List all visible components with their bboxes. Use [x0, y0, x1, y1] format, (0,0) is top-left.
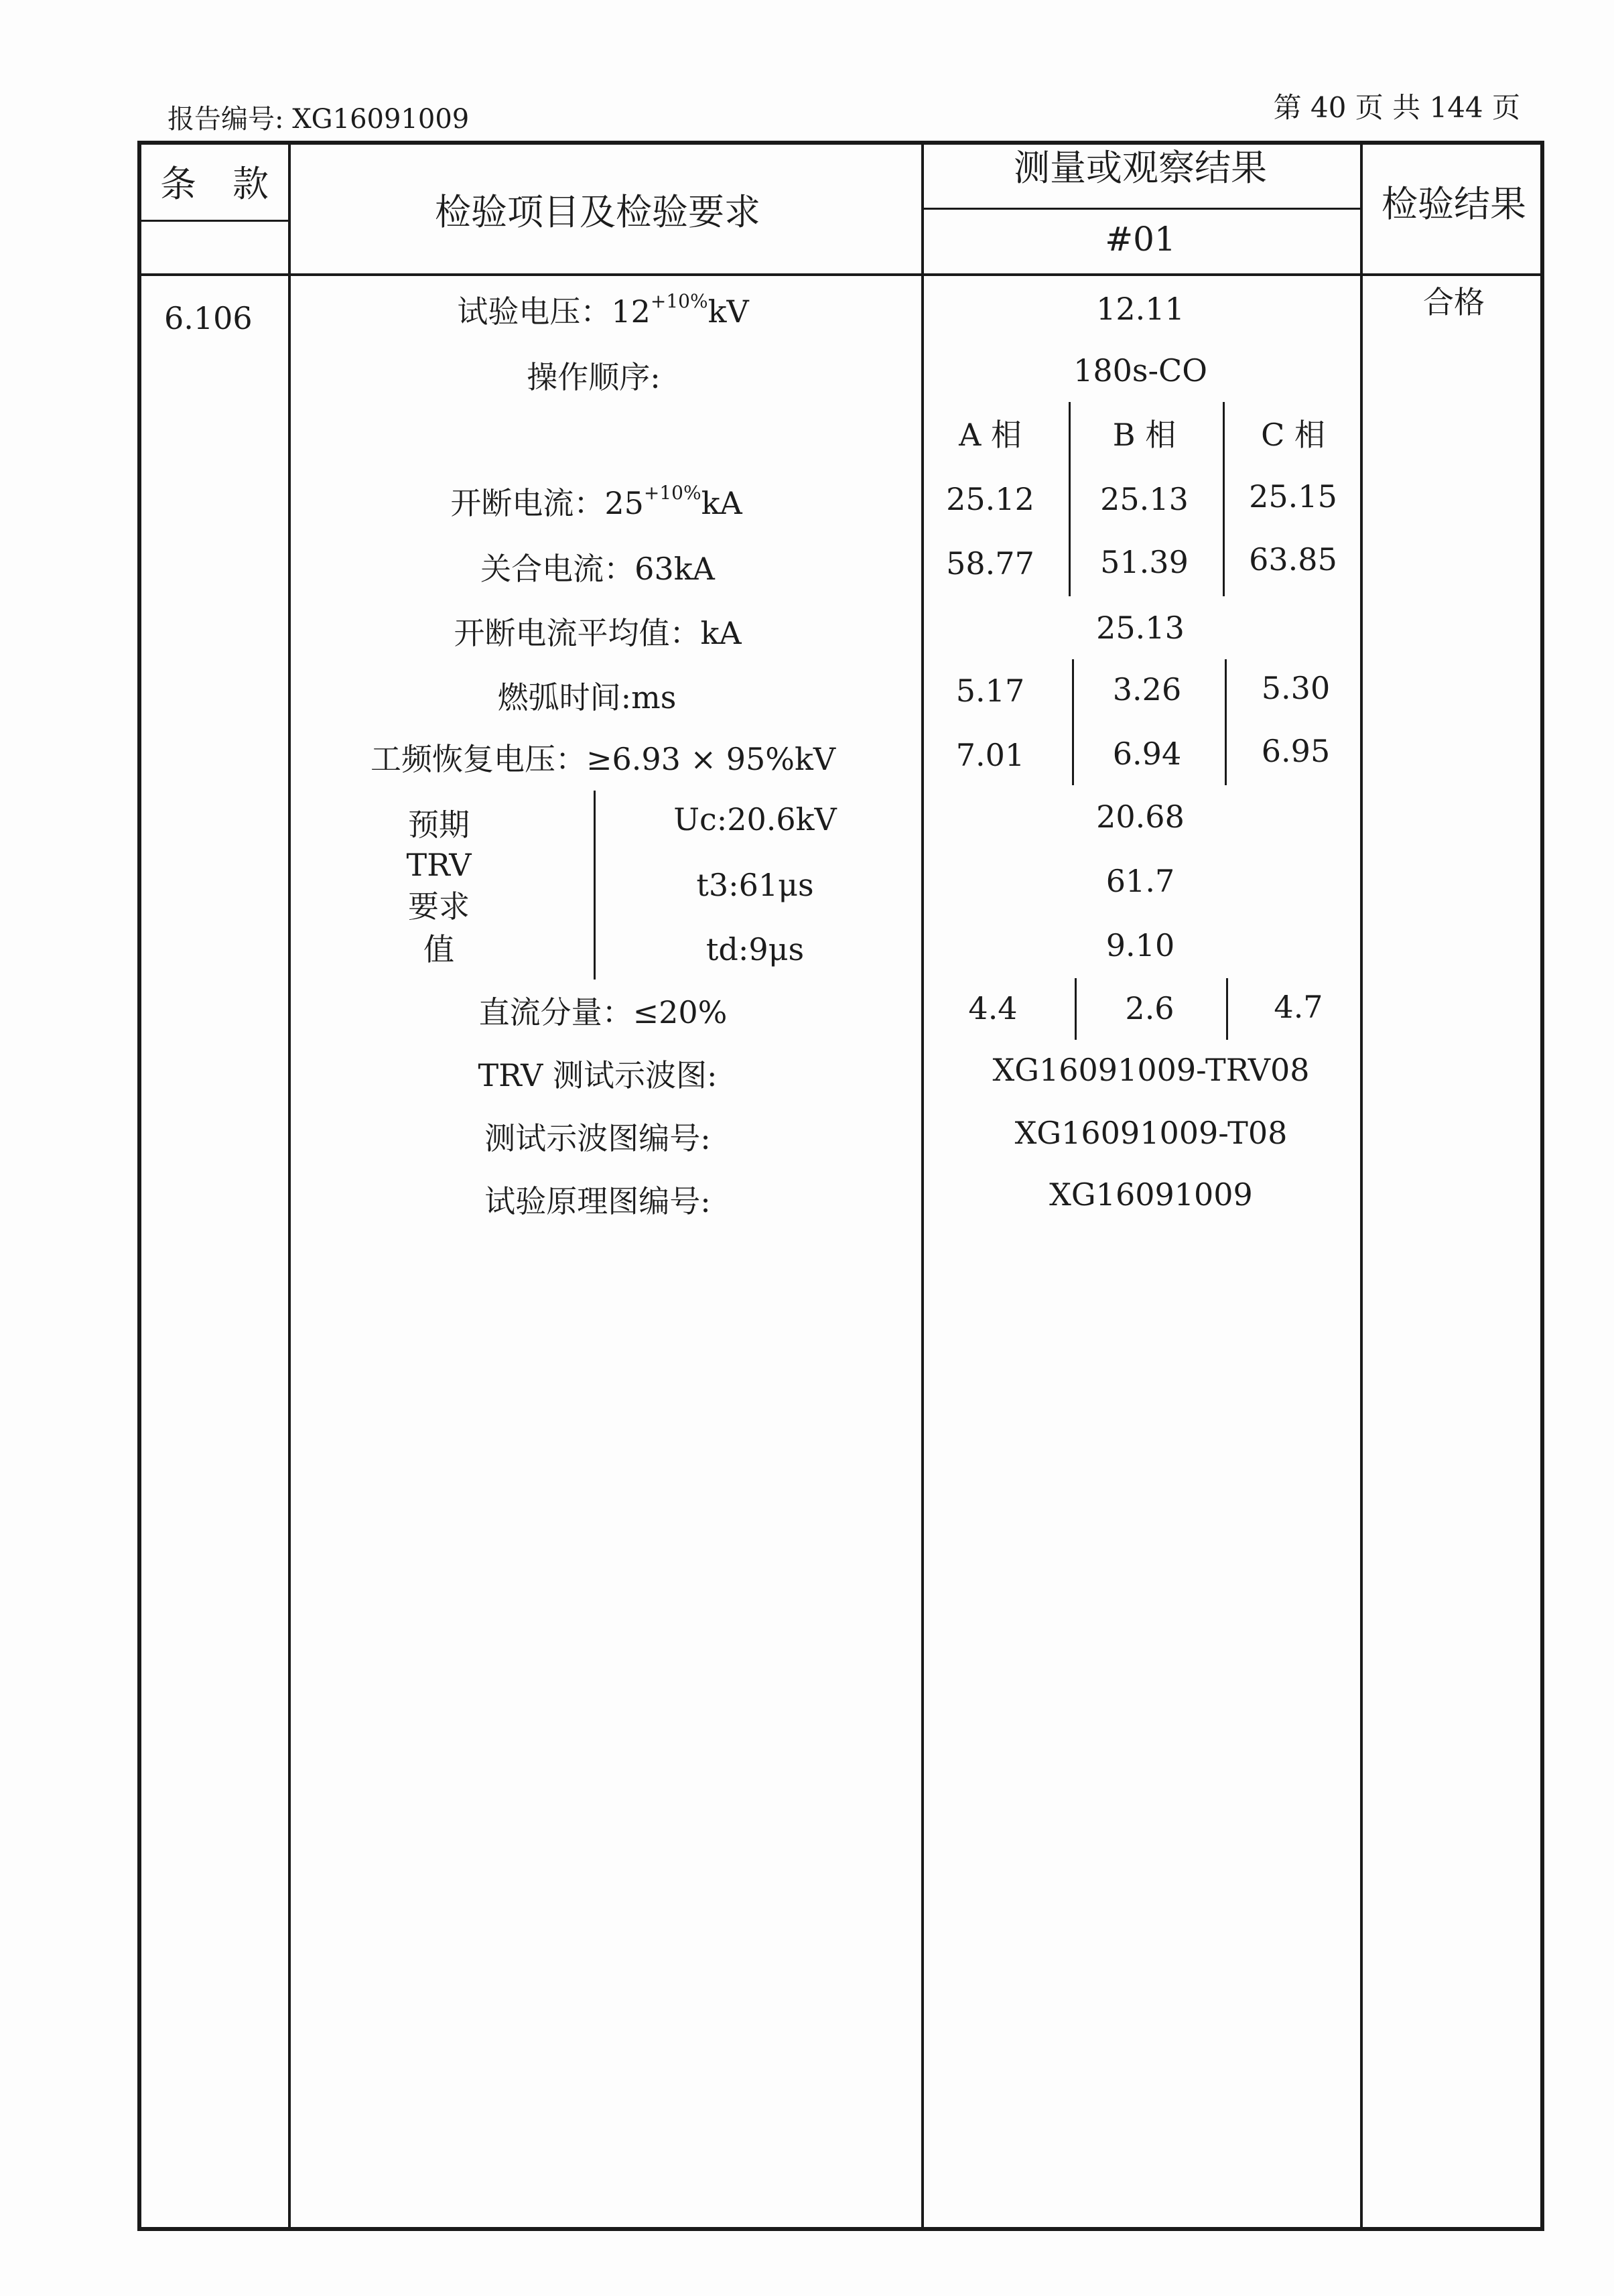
header-item: 检验项目及检验要求: [435, 191, 760, 233]
trv-td-value: 9.10: [1105, 927, 1175, 963]
dc-a: 4.4: [968, 990, 1018, 1026]
recovery-voltage-requirement: 工频恢复电压：≥6.93 × 95%kV: [370, 741, 836, 777]
phase-a-header: A 相: [959, 417, 1022, 453]
sequence-value: 180s-CO: [1073, 352, 1207, 389]
trv-label-line1: 预期: [408, 807, 470, 843]
recovery-b: 6.94: [1112, 736, 1182, 772]
trv-t3-requirement: t3:61μs: [696, 867, 814, 903]
trv-td-requirement: td:9μs: [705, 931, 805, 967]
break-current-b: 25.13: [1100, 481, 1189, 517]
phase-divider: [1075, 978, 1077, 1040]
test-voltage-requirement: [457, 290, 749, 330]
header-clause: 条 款: [160, 163, 269, 205]
break-tolerance: +10%: [643, 482, 701, 504]
trv-label-line3: 要求: [408, 888, 470, 925]
trv-divider: [594, 791, 596, 980]
report-number: 报告编号: XG16091009: [167, 104, 470, 135]
trv-oscillogram-value: XG16091009-TRV08: [992, 1052, 1310, 1088]
header-sample: #01: [1105, 220, 1176, 259]
dc-c: 4.7: [1274, 989, 1323, 1025]
arc-time-a: 5.17: [955, 673, 1025, 709]
recovery-a: 7.01: [955, 737, 1025, 773]
arc-time-b: 3.26: [1112, 671, 1182, 707]
trv-label-line2: TRV: [406, 847, 472, 883]
phase-b-header: B 相: [1112, 417, 1176, 453]
breaking-average-label: 开断电流平均值：kA: [454, 615, 742, 651]
phase-c-header: C 相: [1261, 417, 1325, 453]
phase-divider: [1069, 402, 1071, 596]
operating-sequence-label: 操作顺序:: [527, 359, 661, 395]
report-table: [137, 141, 1544, 2231]
voltage-tolerance: +10%: [650, 290, 708, 312]
test-oscillogram-label: 测试示波图编号:: [484, 1120, 711, 1156]
break-unit: kA: [701, 485, 742, 521]
header-result: 检验结果: [1382, 183, 1526, 225]
recovery-c: 6.95: [1261, 733, 1331, 769]
make-current-c: 63.85: [1249, 541, 1337, 578]
header-measure: 测量或观察结果: [1014, 147, 1267, 189]
make-current-a: 58.77: [946, 545, 1034, 582]
voltage-value: 12.11: [1096, 291, 1185, 327]
page-info: 第 40 页 共 144 页: [1273, 91, 1520, 124]
voltage-unit: kV: [708, 293, 749, 330]
break-current-c: 25.15: [1249, 478, 1337, 515]
trv-uc-value: 20.68: [1096, 799, 1185, 835]
clause-number: 6.106: [164, 300, 253, 336]
voltage-label: 试验电压：12: [457, 293, 651, 330]
arcing-time-label: 燃弧时间:ms: [497, 679, 677, 716]
result-text: 合格: [1423, 284, 1485, 320]
break-current-a: 25.12: [946, 481, 1034, 517]
phase-divider: [1072, 659, 1074, 785]
phase-divider: [1225, 659, 1227, 785]
phase-divider: [1223, 402, 1225, 596]
dc-b: 2.6: [1125, 990, 1174, 1026]
making-current-requirement: 关合电流：63kA: [480, 551, 715, 587]
trv-t3-value: 61.7: [1105, 863, 1175, 899]
principle-diagram-label: 试验原理图编号:: [484, 1183, 711, 1219]
trv-oscillogram-label: TRV 测试示波图:: [478, 1057, 718, 1093]
dc-component-requirement: 直流分量：≤20%: [478, 994, 728, 1030]
breaking-current-requirement: [450, 482, 742, 521]
trv-uc-requirement: Uc:20.6kV: [673, 801, 837, 837]
break-average-value: 25.13: [1096, 610, 1185, 646]
test-oscillogram-value: XG16091009-T08: [1014, 1115, 1288, 1151]
arc-time-c: 5.30: [1261, 670, 1331, 706]
break-label: 开断电流：25: [450, 485, 644, 521]
make-current-b: 51.39: [1100, 544, 1189, 580]
phase-divider: [1226, 978, 1228, 1040]
trv-label-line4: 值: [423, 931, 454, 967]
principle-diagram-value: XG16091009: [1049, 1176, 1253, 1213]
